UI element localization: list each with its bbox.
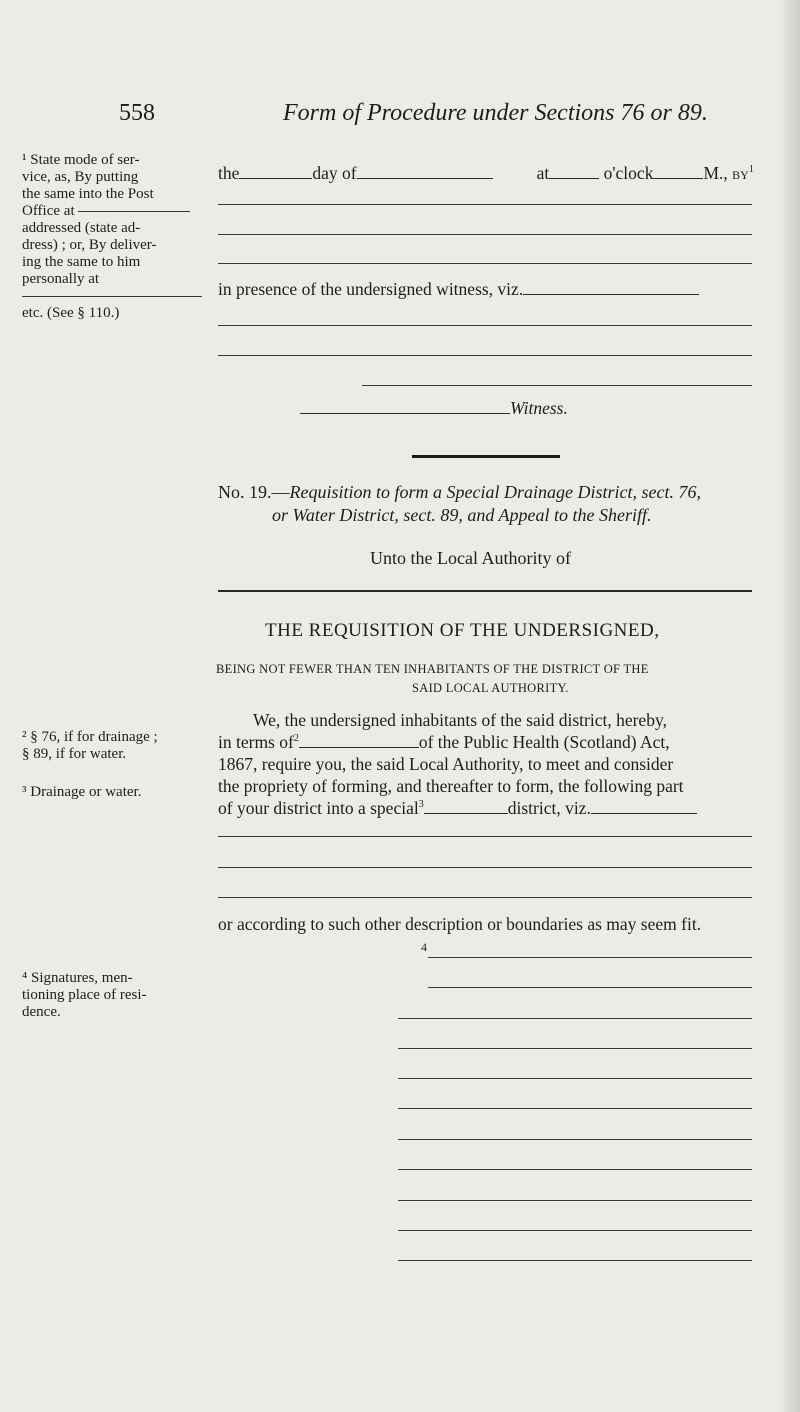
note-line: ² § 76, if for drainage ; xyxy=(22,729,158,745)
note-line: etc. (See § 110.) xyxy=(22,305,120,321)
paragraph-line5: of your district into a special$^3$ district, viz. xyxy=(218,797,697,819)
paragraph-line1: We, the undersigned inhabitants of the said district, hereby, xyxy=(253,710,667,730)
addressee-line: Unto the Local Authority of xyxy=(370,548,571,568)
form-title-line1: No. 19.—Requisition to form a Special Drainage District, sect. 76, xyxy=(218,482,701,502)
signature-marker: 4 xyxy=(421,940,427,954)
signature-line xyxy=(398,1108,752,1109)
signature-line xyxy=(398,1200,752,1201)
signature-line xyxy=(398,1169,752,1170)
signature-line xyxy=(398,1048,752,1049)
margin-note-2 xyxy=(22,729,158,763)
signature-line xyxy=(398,1078,752,1079)
paragraph-line3: 1867, require you, the said Local Authority, to meet and consider xyxy=(218,754,674,774)
blank-line xyxy=(362,385,752,386)
note-line: vice, as, By putting xyxy=(22,169,139,185)
form-title-line2: or Water District, sect. 89, and Appeal to the Sheriff. xyxy=(272,505,652,525)
note-line: ing the same to him xyxy=(22,254,141,270)
signature-line xyxy=(398,1139,752,1140)
blank-line xyxy=(218,325,752,326)
note-line: tioning place of resi- xyxy=(22,987,147,1003)
requisition-heading: THE REQUISITION OF THE UNDERSIGNED, xyxy=(265,620,660,641)
signature-line xyxy=(398,1260,752,1261)
closing-line: or according to such other description or boundaries as may seem fit. xyxy=(218,914,702,934)
signature-line xyxy=(428,987,752,988)
blank-line xyxy=(218,263,752,264)
margin-note-3: ³ Drainage or water. xyxy=(22,784,142,800)
paragraph-line2: in terms $of^2$ of the Public Health (Scotland) Act, xyxy=(218,732,670,752)
signature-line xyxy=(398,1018,752,1019)
note-line: ¹ State mode of ser- xyxy=(22,152,140,168)
blank-line xyxy=(218,590,752,592)
note-line: addressed (state ad- xyxy=(22,220,141,236)
margin-note-4 xyxy=(22,970,147,1021)
note-line: personally at xyxy=(22,271,100,287)
note-line: ⁴ Signatures, men- xyxy=(22,970,133,986)
signature-line xyxy=(428,957,752,958)
section-separator xyxy=(412,455,560,458)
requisition-subheading-1: BEING NOT FEWER THAN TEN INHABITANTS OF THE DISTRICT OF THE xyxy=(216,662,649,676)
note-line: the same into the Post xyxy=(22,186,154,202)
requisition-subheading-2: SAID LOCAL AUTHORITY. xyxy=(412,681,569,695)
note-line: Office at xyxy=(22,203,202,220)
note-line: dress) ; or, By deliver- xyxy=(22,237,157,253)
page-number: 558 xyxy=(119,100,155,126)
paragraph-line4: the propriety of forming, and thereafter to form, the following part xyxy=(218,776,684,796)
signature-line xyxy=(398,1230,752,1231)
running-head: Form of Procedure under Sections 76 or 89. xyxy=(283,100,708,126)
blank-line xyxy=(218,867,752,868)
margin-note-1 xyxy=(22,152,202,322)
blank-line xyxy=(218,897,752,898)
blank-line xyxy=(218,204,752,205)
service-clause-line1: the day of at o'clock M., $by^1$ xyxy=(218,163,754,183)
blank-line xyxy=(218,355,752,356)
blank-line xyxy=(218,836,752,837)
note-blank-line xyxy=(22,288,202,305)
note-line: dence. xyxy=(22,1004,61,1020)
blank-line xyxy=(218,234,752,235)
page-edge-shadow xyxy=(778,0,800,1412)
presence-line: in presence of the undersigned witness, viz. xyxy=(218,278,699,300)
witness-line: Witness. xyxy=(300,397,568,419)
note-line: § 89, if for water. xyxy=(22,746,127,762)
